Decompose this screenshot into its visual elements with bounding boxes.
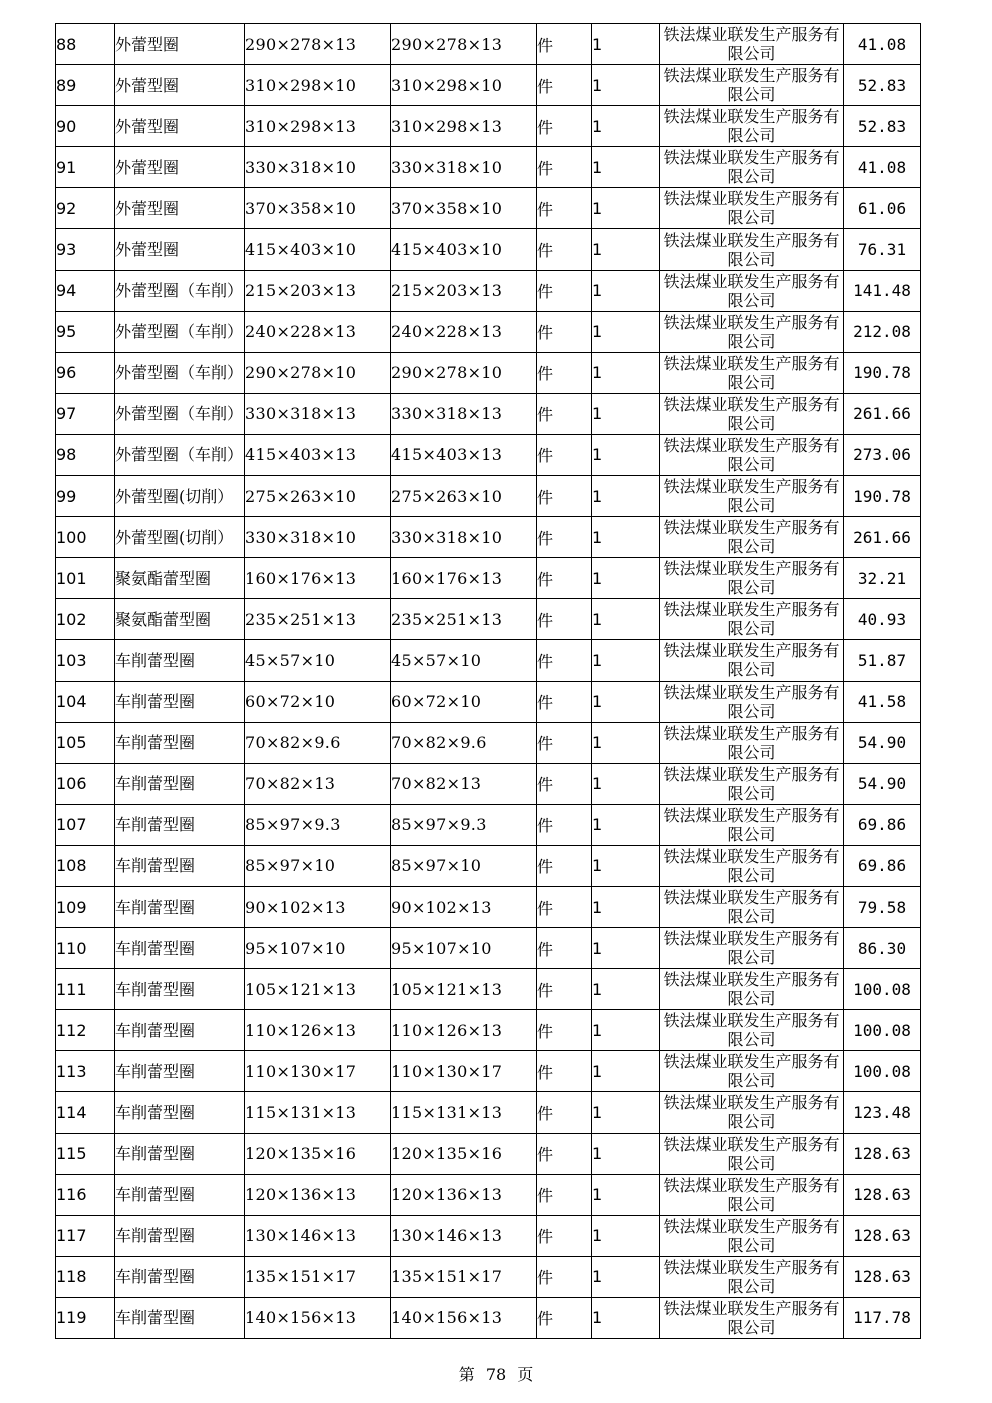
item-name: 车削蕾型圈 — [115, 1215, 245, 1256]
row-number: 89 — [56, 65, 115, 106]
item-price: 41.08 — [844, 147, 921, 188]
item-name: 车削蕾型圈 — [115, 1051, 245, 1092]
row-number: 90 — [56, 106, 115, 147]
item-model: 290×278×13 — [391, 24, 537, 65]
item-quantity: 1 — [592, 147, 660, 188]
row-number: 113 — [56, 1051, 115, 1092]
item-name: 车削蕾型圈 — [115, 1256, 245, 1297]
item-price: 100.08 — [844, 969, 921, 1010]
table-row — [56, 763, 921, 804]
item-price: 40.93 — [844, 599, 921, 640]
item-supplier: 铁法煤业联发生产服务有限公司 — [660, 1010, 844, 1051]
row-number: 101 — [56, 558, 115, 599]
item-spec: 215×203×13 — [245, 270, 391, 311]
item-spec: 160×176×13 — [245, 558, 391, 599]
item-unit: 件 — [537, 393, 592, 434]
item-quantity: 1 — [592, 1133, 660, 1174]
table-row — [56, 352, 921, 393]
item-price: 52.83 — [844, 65, 921, 106]
item-spec: 310×298×10 — [245, 65, 391, 106]
item-name: 车削蕾型圈 — [115, 763, 245, 804]
item-name: 车削蕾型圈 — [115, 928, 245, 969]
row-number: 103 — [56, 640, 115, 681]
item-spec: 110×130×17 — [245, 1051, 391, 1092]
item-quantity: 1 — [592, 1051, 660, 1092]
row-number: 99 — [56, 476, 115, 517]
item-supplier: 铁法煤业联发生产服务有限公司 — [660, 886, 844, 927]
item-supplier: 铁法煤业联发生产服务有限公司 — [660, 722, 844, 763]
table-row — [56, 517, 921, 558]
item-name: 外蕾型圈 — [115, 106, 245, 147]
item-price: 54.90 — [844, 722, 921, 763]
item-price: 69.86 — [844, 845, 921, 886]
item-name: 外蕾型圈 — [115, 229, 245, 270]
item-model: 105×121×13 — [391, 969, 537, 1010]
item-name: 聚氨酯蕾型圈 — [115, 599, 245, 640]
item-quantity: 1 — [592, 188, 660, 229]
item-quantity: 1 — [592, 969, 660, 1010]
item-unit: 件 — [537, 558, 592, 599]
row-number: 111 — [56, 969, 115, 1010]
table-row — [56, 434, 921, 475]
item-spec: 415×403×10 — [245, 229, 391, 270]
item-model: 60×72×10 — [391, 681, 537, 722]
item-quantity: 1 — [592, 476, 660, 517]
table-row — [56, 1010, 921, 1051]
item-name: 车削蕾型圈 — [115, 1133, 245, 1174]
row-number: 88 — [56, 24, 115, 65]
table-row — [56, 270, 921, 311]
item-unit: 件 — [537, 434, 592, 475]
table-row — [56, 188, 921, 229]
item-supplier: 铁法煤业联发生产服务有限公司 — [660, 763, 844, 804]
table-row — [56, 969, 921, 1010]
item-quantity: 1 — [592, 886, 660, 927]
item-unit: 件 — [537, 804, 592, 845]
item-supplier: 铁法煤业联发生产服务有限公司 — [660, 393, 844, 434]
item-model: 45×57×10 — [391, 640, 537, 681]
table-row — [56, 640, 921, 681]
item-price: 51.87 — [844, 640, 921, 681]
item-model: 160×176×13 — [391, 558, 537, 599]
item-name: 外蕾型圈 — [115, 65, 245, 106]
table-row — [56, 1133, 921, 1174]
page-footer — [0, 1362, 992, 1385]
item-model: 120×136×13 — [391, 1174, 537, 1215]
item-price: 128.63 — [844, 1215, 921, 1256]
row-number: 115 — [56, 1133, 115, 1174]
item-quantity: 1 — [592, 599, 660, 640]
item-spec: 105×121×13 — [245, 969, 391, 1010]
item-model: 330×318×13 — [391, 393, 537, 434]
item-unit: 件 — [537, 969, 592, 1010]
item-spec: 140×156×13 — [245, 1297, 391, 1338]
row-number: 102 — [56, 599, 115, 640]
item-name: 外蕾型圈（车削） — [115, 434, 245, 475]
item-supplier: 铁法煤业联发生产服务有限公司 — [660, 1256, 844, 1297]
item-name: 外蕾型圈 — [115, 188, 245, 229]
item-supplier: 铁法煤业联发生产服务有限公司 — [660, 599, 844, 640]
item-spec: 95×107×10 — [245, 928, 391, 969]
item-name: 车削蕾型圈 — [115, 969, 245, 1010]
item-name: 车削蕾型圈 — [115, 1092, 245, 1133]
item-price: 86.30 — [844, 928, 921, 969]
row-number: 119 — [56, 1297, 115, 1338]
item-price: 117.78 — [844, 1297, 921, 1338]
item-price: 128.63 — [844, 1256, 921, 1297]
item-unit: 件 — [537, 106, 592, 147]
item-supplier: 铁法煤业联发生产服务有限公司 — [660, 65, 844, 106]
item-model: 90×102×13 — [391, 886, 537, 927]
item-model: 310×298×10 — [391, 65, 537, 106]
item-supplier: 铁法煤业联发生产服务有限公司 — [660, 928, 844, 969]
item-model: 415×403×10 — [391, 229, 537, 270]
table-row — [56, 681, 921, 722]
item-supplier: 铁法煤业联发生产服务有限公司 — [660, 804, 844, 845]
item-quantity: 1 — [592, 434, 660, 475]
item-spec: 115×131×13 — [245, 1092, 391, 1133]
item-supplier: 铁法煤业联发生产服务有限公司 — [660, 517, 844, 558]
item-model: 135×151×17 — [391, 1256, 537, 1297]
row-number: 114 — [56, 1092, 115, 1133]
table-row — [56, 599, 921, 640]
item-spec: 120×136×13 — [245, 1174, 391, 1215]
item-model: 330×318×10 — [391, 147, 537, 188]
item-supplier: 铁法煤业联发生产服务有限公司 — [660, 476, 844, 517]
item-name: 聚氨酯蕾型圈 — [115, 558, 245, 599]
item-quantity: 1 — [592, 928, 660, 969]
item-quantity: 1 — [592, 845, 660, 886]
item-price: 128.63 — [844, 1174, 921, 1215]
item-unit: 件 — [537, 270, 592, 311]
row-number: 104 — [56, 681, 115, 722]
table-row — [56, 722, 921, 763]
item-supplier: 铁法煤业联发生产服务有限公司 — [660, 1051, 844, 1092]
item-name: 外蕾型圈（车削） — [115, 311, 245, 352]
item-price: 54.90 — [844, 763, 921, 804]
item-quantity: 1 — [592, 65, 660, 106]
item-supplier: 铁法煤业联发生产服务有限公司 — [660, 1215, 844, 1256]
item-model: 130×146×13 — [391, 1215, 537, 1256]
item-price: 41.08 — [844, 24, 921, 65]
item-price: 190.78 — [844, 352, 921, 393]
item-name: 车削蕾型圈 — [115, 804, 245, 845]
item-supplier: 铁法煤业联发生产服务有限公司 — [660, 1174, 844, 1215]
table-body — [56, 24, 921, 1339]
item-model: 95×107×10 — [391, 928, 537, 969]
item-spec: 85×97×9.3 — [245, 804, 391, 845]
item-supplier: 铁法煤业联发生产服务有限公司 — [660, 1133, 844, 1174]
item-quantity: 1 — [592, 640, 660, 681]
item-spec: 290×278×13 — [245, 24, 391, 65]
item-price: 52.83 — [844, 106, 921, 147]
table-row — [56, 476, 921, 517]
item-quantity: 1 — [592, 270, 660, 311]
item-unit: 件 — [537, 886, 592, 927]
item-unit: 件 — [537, 1215, 592, 1256]
row-number: 106 — [56, 763, 115, 804]
table-row — [56, 804, 921, 845]
table-row — [56, 558, 921, 599]
item-spec: 330×318×10 — [245, 147, 391, 188]
page-number: 78 — [485, 1365, 507, 1384]
item-spec: 90×102×13 — [245, 886, 391, 927]
item-model: 415×403×13 — [391, 434, 537, 475]
item-unit: 件 — [537, 1174, 592, 1215]
table-row — [56, 393, 921, 434]
table-row — [56, 1174, 921, 1215]
table-row — [56, 24, 921, 65]
table-row — [56, 886, 921, 927]
item-model: 70×82×9.6 — [391, 722, 537, 763]
item-name: 外蕾型圈（车削） — [115, 352, 245, 393]
item-price: 76.31 — [844, 229, 921, 270]
item-quantity: 1 — [592, 352, 660, 393]
table-row — [56, 229, 921, 270]
item-price: 32.21 — [844, 558, 921, 599]
row-number: 91 — [56, 147, 115, 188]
item-name: 外蕾型圈(切削） — [115, 476, 245, 517]
item-quantity: 1 — [592, 517, 660, 558]
item-quantity: 1 — [592, 558, 660, 599]
row-number: 93 — [56, 229, 115, 270]
item-spec: 330×318×13 — [245, 393, 391, 434]
item-name: 外蕾型圈 — [115, 147, 245, 188]
footer-suffix: 页 — [517, 1365, 534, 1384]
item-model: 140×156×13 — [391, 1297, 537, 1338]
item-quantity: 1 — [592, 393, 660, 434]
row-number: 109 — [56, 886, 115, 927]
row-number: 117 — [56, 1215, 115, 1256]
item-unit: 件 — [537, 352, 592, 393]
item-spec: 85×97×10 — [245, 845, 391, 886]
item-supplier: 铁法煤业联发生产服务有限公司 — [660, 270, 844, 311]
item-price: 212.08 — [844, 311, 921, 352]
row-number: 92 — [56, 188, 115, 229]
row-number: 95 — [56, 311, 115, 352]
item-price: 79.58 — [844, 886, 921, 927]
item-quantity: 1 — [592, 1297, 660, 1338]
item-supplier: 铁法煤业联发生产服务有限公司 — [660, 969, 844, 1010]
item-supplier: 铁法煤业联发生产服务有限公司 — [660, 24, 844, 65]
item-spec: 135×151×17 — [245, 1256, 391, 1297]
item-spec: 130×146×13 — [245, 1215, 391, 1256]
item-supplier: 铁法煤业联发生产服务有限公司 — [660, 434, 844, 475]
item-supplier: 铁法煤业联发生产服务有限公司 — [660, 352, 844, 393]
item-unit: 件 — [537, 928, 592, 969]
item-supplier: 铁法煤业联发生产服务有限公司 — [660, 311, 844, 352]
item-quantity: 1 — [592, 106, 660, 147]
item-name: 外蕾型圈（车削） — [115, 270, 245, 311]
item-quantity: 1 — [592, 229, 660, 270]
row-number: 110 — [56, 928, 115, 969]
row-number: 112 — [56, 1010, 115, 1051]
item-unit: 件 — [537, 24, 592, 65]
item-quantity: 1 — [592, 1256, 660, 1297]
item-price: 69.86 — [844, 804, 921, 845]
row-number: 94 — [56, 270, 115, 311]
item-unit: 件 — [537, 1010, 592, 1051]
item-model: 110×126×13 — [391, 1010, 537, 1051]
item-supplier: 铁法煤业联发生产服务有限公司 — [660, 147, 844, 188]
item-supplier: 铁法煤业联发生产服务有限公司 — [660, 681, 844, 722]
item-spec: 275×263×10 — [245, 476, 391, 517]
row-number: 97 — [56, 393, 115, 434]
table-row — [56, 1297, 921, 1338]
item-spec: 330×318×10 — [245, 517, 391, 558]
table-row — [56, 928, 921, 969]
item-unit: 件 — [537, 229, 592, 270]
table-row — [56, 1215, 921, 1256]
item-supplier: 铁法煤业联发生产服务有限公司 — [660, 640, 844, 681]
item-quantity: 1 — [592, 763, 660, 804]
item-supplier: 铁法煤业联发生产服务有限公司 — [660, 845, 844, 886]
item-model: 240×228×13 — [391, 311, 537, 352]
item-price: 100.08 — [844, 1051, 921, 1092]
item-spec: 110×126×13 — [245, 1010, 391, 1051]
item-unit: 件 — [537, 640, 592, 681]
item-unit: 件 — [537, 147, 592, 188]
table-row — [56, 65, 921, 106]
item-price: 273.06 — [844, 434, 921, 475]
item-spec: 45×57×10 — [245, 640, 391, 681]
item-spec: 415×403×13 — [245, 434, 391, 475]
item-unit: 件 — [537, 188, 592, 229]
item-unit: 件 — [537, 722, 592, 763]
item-price: 100.08 — [844, 1010, 921, 1051]
item-spec: 235×251×13 — [245, 599, 391, 640]
item-supplier: 铁法煤业联发生产服务有限公司 — [660, 558, 844, 599]
table-row — [56, 1256, 921, 1297]
item-supplier: 铁法煤业联发生产服务有限公司 — [660, 1297, 844, 1338]
item-name: 外蕾型圈 — [115, 24, 245, 65]
item-name: 车削蕾型圈 — [115, 722, 245, 763]
item-name: 车削蕾型圈 — [115, 1174, 245, 1215]
row-number: 116 — [56, 1174, 115, 1215]
item-price: 141.48 — [844, 270, 921, 311]
item-unit: 件 — [537, 1051, 592, 1092]
item-unit: 件 — [537, 311, 592, 352]
item-price: 261.66 — [844, 517, 921, 558]
item-unit: 件 — [537, 1133, 592, 1174]
item-spec: 120×135×16 — [245, 1133, 391, 1174]
item-model: 370×358×10 — [391, 188, 537, 229]
item-model: 85×97×9.3 — [391, 804, 537, 845]
table-row — [56, 106, 921, 147]
item-supplier: 铁法煤业联发生产服务有限公司 — [660, 229, 844, 270]
item-spec: 240×228×13 — [245, 311, 391, 352]
item-supplier: 铁法煤业联发生产服务有限公司 — [660, 188, 844, 229]
item-unit: 件 — [537, 65, 592, 106]
item-model: 85×97×10 — [391, 845, 537, 886]
item-price: 190.78 — [844, 476, 921, 517]
item-price: 123.48 — [844, 1092, 921, 1133]
item-quantity: 1 — [592, 24, 660, 65]
item-unit: 件 — [537, 599, 592, 640]
item-model: 235×251×13 — [391, 599, 537, 640]
item-quantity: 1 — [592, 804, 660, 845]
table-row — [56, 147, 921, 188]
item-spec: 70×82×9.6 — [245, 722, 391, 763]
row-number: 118 — [56, 1256, 115, 1297]
item-name: 车削蕾型圈 — [115, 681, 245, 722]
table-row — [56, 1051, 921, 1092]
row-number: 96 — [56, 352, 115, 393]
item-quantity: 1 — [592, 311, 660, 352]
item-price: 261.66 — [844, 393, 921, 434]
item-unit: 件 — [537, 681, 592, 722]
row-number: 108 — [56, 845, 115, 886]
table-row — [56, 1092, 921, 1133]
item-supplier: 铁法煤业联发生产服务有限公司 — [660, 1092, 844, 1133]
item-name: 车削蕾型圈 — [115, 886, 245, 927]
item-unit: 件 — [537, 1092, 592, 1133]
item-quantity: 1 — [592, 1174, 660, 1215]
item-name: 车削蕾型圈 — [115, 640, 245, 681]
item-spec: 60×72×10 — [245, 681, 391, 722]
item-supplier: 铁法煤业联发生产服务有限公司 — [660, 106, 844, 147]
item-price: 61.06 — [844, 188, 921, 229]
item-name: 车削蕾型圈 — [115, 845, 245, 886]
item-spec: 370×358×10 — [245, 188, 391, 229]
item-name: 车削蕾型圈 — [115, 1297, 245, 1338]
item-name: 外蕾型圈(切削） — [115, 517, 245, 558]
item-model: 120×135×16 — [391, 1133, 537, 1174]
item-unit: 件 — [537, 1297, 592, 1338]
item-quantity: 1 — [592, 1215, 660, 1256]
item-quantity: 1 — [592, 722, 660, 763]
row-number: 98 — [56, 434, 115, 475]
item-model: 275×263×10 — [391, 476, 537, 517]
item-model: 330×318×10 — [391, 517, 537, 558]
item-model: 115×131×13 — [391, 1092, 537, 1133]
item-quantity: 1 — [592, 1010, 660, 1051]
item-unit: 件 — [537, 1256, 592, 1297]
item-quantity: 1 — [592, 681, 660, 722]
item-spec: 310×298×13 — [245, 106, 391, 147]
item-model: 70×82×13 — [391, 763, 537, 804]
table-row — [56, 311, 921, 352]
footer-prefix: 第 — [458, 1365, 475, 1384]
row-number: 100 — [56, 517, 115, 558]
item-model: 290×278×10 — [391, 352, 537, 393]
item-price: 41.58 — [844, 681, 921, 722]
price-table — [55, 23, 921, 1339]
item-quantity: 1 — [592, 1092, 660, 1133]
item-unit: 件 — [537, 517, 592, 558]
table-row — [56, 845, 921, 886]
item-spec: 290×278×10 — [245, 352, 391, 393]
item-spec: 70×82×13 — [245, 763, 391, 804]
row-number: 105 — [56, 722, 115, 763]
item-price: 128.63 — [844, 1133, 921, 1174]
item-name: 外蕾型圈（车削） — [115, 393, 245, 434]
item-model: 215×203×13 — [391, 270, 537, 311]
row-number: 107 — [56, 804, 115, 845]
item-unit: 件 — [537, 845, 592, 886]
item-name: 车削蕾型圈 — [115, 1010, 245, 1051]
item-unit: 件 — [537, 763, 592, 804]
item-model: 110×130×17 — [391, 1051, 537, 1092]
item-model: 310×298×13 — [391, 106, 537, 147]
item-unit: 件 — [537, 476, 592, 517]
